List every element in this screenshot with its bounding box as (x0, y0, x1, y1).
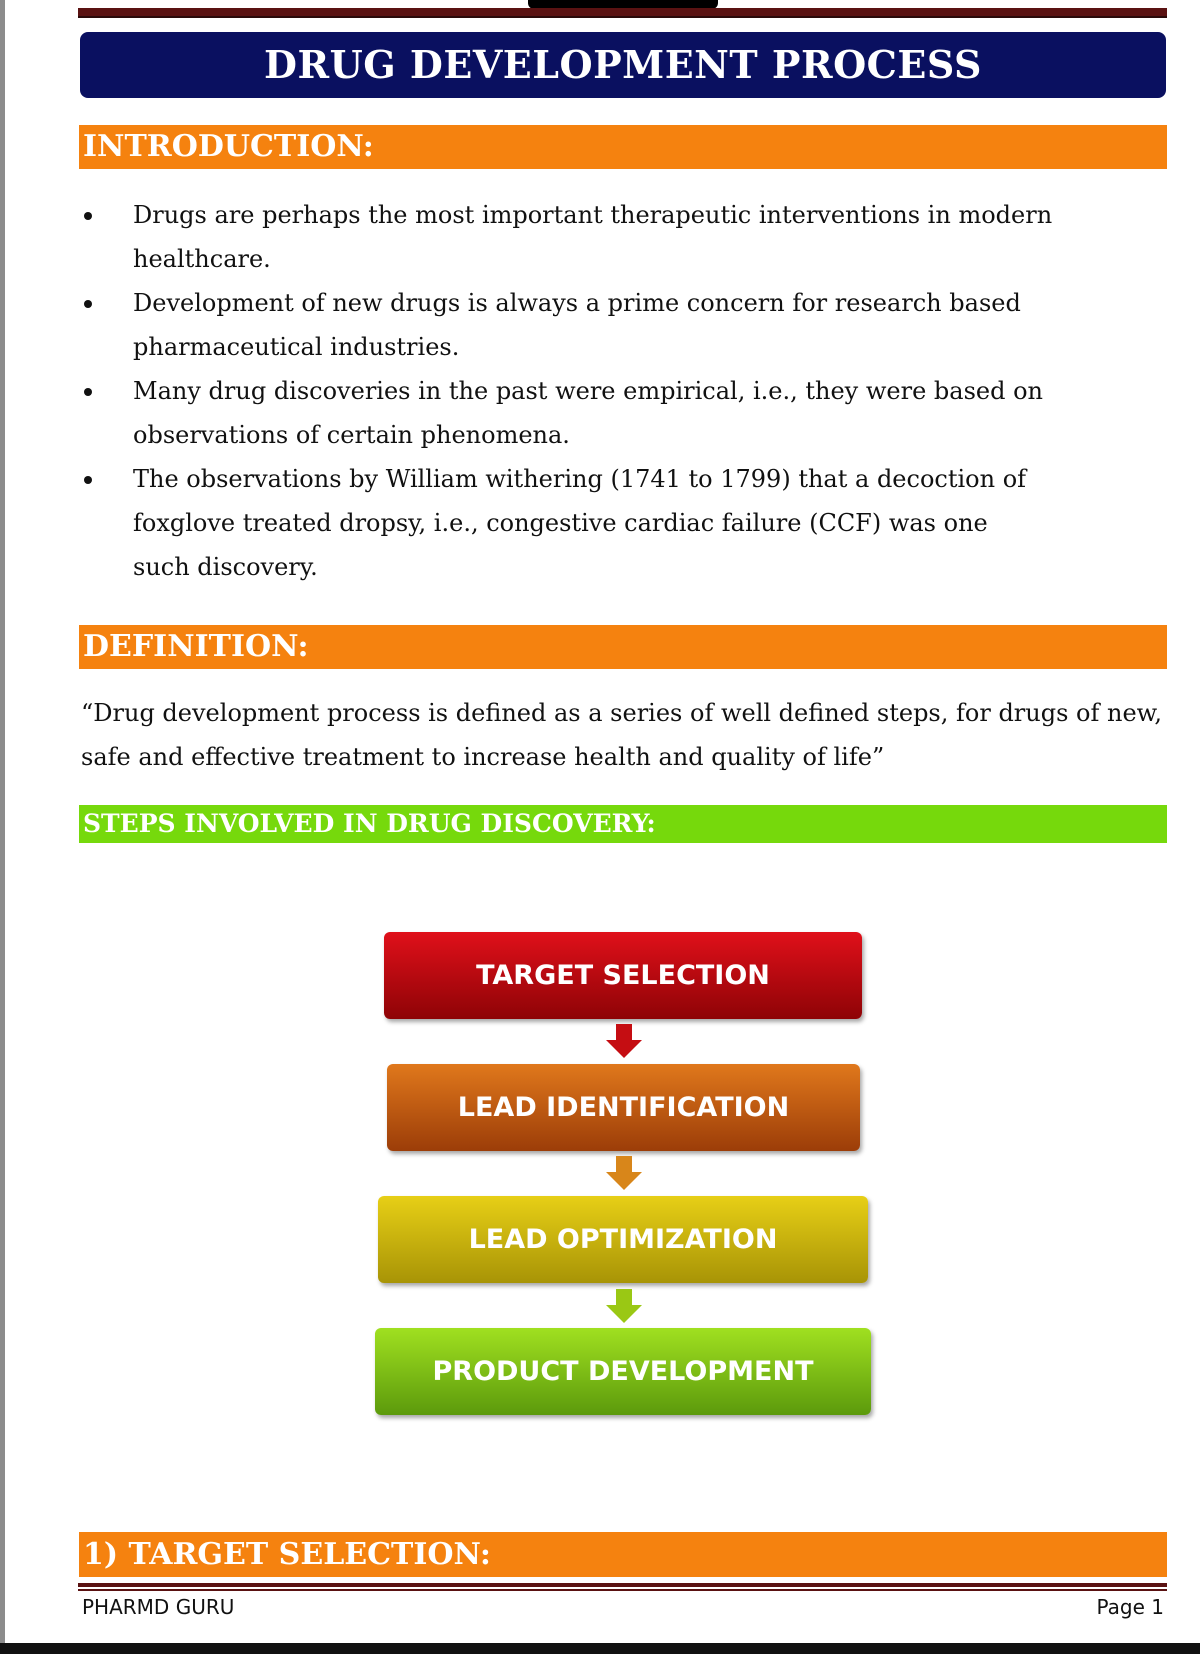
introduction-heading: INTRODUCTION: (79, 125, 1167, 169)
list-item: The observations by William withering (1741 to 1799) that a decoction of foxglove treated dropsy, i.e., congestive cardiac failure (CCF) was one such discovery. (78, 457, 1168, 589)
list-item: Drugs are perhaps the most important therapeutic interventions in modern healthcare. (78, 193, 1168, 281)
definition-text: “Drug development process is defined as a series of well defined steps, for drugs of new, safe and effective treatment to increase health and quality of life” (81, 699, 1162, 771)
introduction-list (78, 193, 1168, 589)
page-left-edge (0, 0, 5, 1654)
footer-rule (78, 1583, 1167, 1587)
bullet-icon (84, 388, 92, 396)
down-arrow-icon (604, 1289, 644, 1323)
steps-heading: STEPS INVOLVED IN DRUG DISCOVERY: (79, 805, 1167, 843)
list-item: Development of new drugs is always a prime concern for research based pharmaceutical industries. (78, 281, 1168, 369)
flow-step-lead-identification: LEAD IDENTIFICATION (387, 1064, 860, 1151)
bullet-icon (84, 212, 92, 220)
header-rule (78, 8, 1167, 18)
down-arrow-icon (604, 1024, 644, 1058)
target-selection-heading: 1) TARGET SELECTION: (79, 1532, 1167, 1577)
list-item: Many drug discoveries in the past were empirical, i.e., they were based on observations of certain phenomena. (78, 369, 1168, 457)
footer-site-name: PHARMD GURU (82, 1595, 235, 1619)
down-arrow-icon (604, 1156, 644, 1190)
footer-rule (78, 1589, 1167, 1591)
page-title: DRUG DEVELOPMENT PROCESS (80, 32, 1166, 98)
flow-step-lead-optimization: LEAD OPTIMIZATION (378, 1196, 868, 1283)
definition-heading: DEFINITION: (79, 625, 1167, 669)
bullet-icon (84, 300, 92, 308)
page-bottom-edge (0, 1643, 1200, 1654)
bullet-icon (84, 476, 92, 484)
flow-step-product-development: PRODUCT DEVELOPMENT (375, 1328, 871, 1415)
page-number: Page 1 (1096, 1595, 1164, 1619)
flow-step-target-selection: TARGET SELECTION (384, 932, 862, 1019)
